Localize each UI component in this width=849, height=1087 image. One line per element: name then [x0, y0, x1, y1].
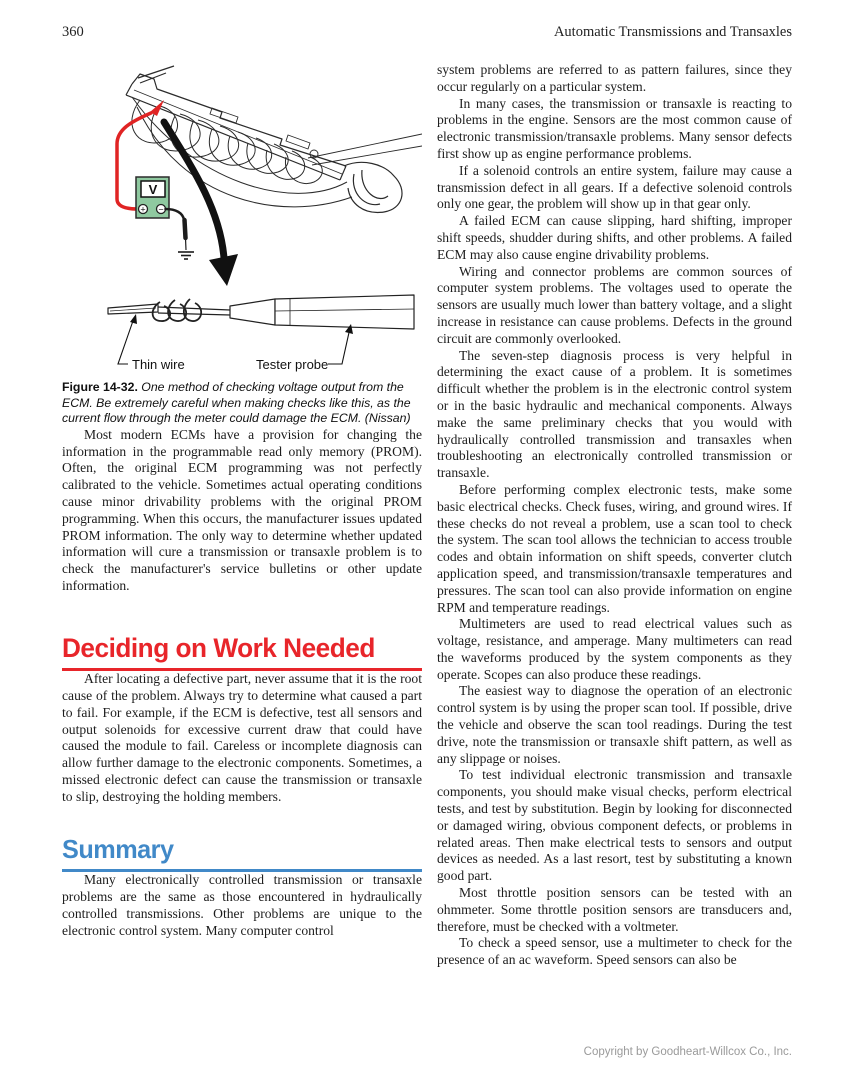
figure-caption: [62, 380, 422, 427]
paragraph-deciding: After locating a defective part, never assume that it is the root cause of the problem. Always try to determine what caused a part to fail. For example, if the ECM is defective, test all sensors and output solenoids for excessive current draw that could have caused the module to fail. Careless or incomplete diagnosis can allow further damage to the electronic components. Sometimes, a missed electronic defect can cause the transmission or transaxle to slip, destroying the holding members.: [62, 671, 422, 804]
minus-terminal-label: −: [158, 204, 164, 215]
black-ground-lead: [166, 209, 195, 259]
tester-probe-label: Tester probe: [256, 357, 329, 372]
figure-caption-text: One method of checking voltage output from the ECM. Be extremely careful when making checks like this, as the current flow through the meter could damage the ECM. (Nissan): [62, 380, 411, 426]
figure-caption-lead: Figure 14-32.: [62, 380, 138, 394]
page-header: [62, 24, 792, 41]
thin-wire-label: Thin wire: [132, 357, 185, 372]
running-head: Automatic Transmissions and Transaxles: [553, 24, 792, 40]
section-heading-summary: Summary: [62, 833, 174, 864]
thin-wire-drawing: [108, 299, 230, 321]
ground-symbol: [178, 252, 194, 259]
paragraph: A failed ECM can cause slipping, hard shifting, improper shift speeds, shudder during shifts, and other problems. A failed ECM may also cause engine drivability problems.: [437, 213, 792, 262]
paragraph: In many cases, the transmission or transaxle is reacting to problems in the engine. Sensors are the most common cause of electronic transmission/transaxle problems. Many sensor defects first show up as engine performance problems.: [437, 95, 792, 161]
tester-probe-drawing: [230, 295, 414, 329]
harness-drawing: [126, 66, 422, 212]
paragraph: Wiring and connector problems are common sources of computer system problems. The voltages used to operate the sensors are usually much lower than battery voltage, and a slight increase in resistance can cause problems. Defects in the ground circuit are commonly overlooked.: [437, 263, 792, 346]
voltmeter: [136, 177, 169, 218]
paragraph: If a solenoid controls an entire system, failure may cause a transmission defect in all gears. If a defective solenoid controls only one gear, the problem will show up in that gear only.: [437, 162, 792, 212]
page-number: 360: [62, 24, 84, 40]
section-heading-deciding: Deciding on Work Needed: [62, 632, 375, 663]
paragraph: The seven-step diagnosis process is very helpful in determining the exact cause of a problem. It is sometimes difficult whether the problem is in the electronic control system or in the basic hydraulic and mechanical components. Always make the same preliminary checks that you would with hydraulically controlled transmission and transaxles when troubleshooting an electronically controlled transmission or transaxle.: [437, 347, 792, 481]
figure-svg: [62, 62, 422, 374]
paragraph: Most throttle position sensors can be tested with an ohmmeter. Some throttle position sensors are transducers and, therefore, must be checked with a voltmeter.: [437, 885, 792, 934]
left-column: [62, 62, 422, 939]
copyright-notice: Copyright by Goodheart-Willcox Co., Inc.: [583, 1046, 792, 1058]
voltmeter-display-label: V: [148, 182, 158, 197]
paragraph: Before performing complex electronic tests, make some basic electrical checks. Check fuses, wiring, and ground wires. If these checks do not reveal a problem, use a scan tool to check the system. The scan tool allows the technician to access trouble codes and obtain information on shift speeds, converter clutch application speed, and transmission/transaxle temperatures and pressures. The scan tool can also provide information on engine RPM and temperature readings.: [437, 481, 792, 615]
paragraph-summary: Many electronically controlled transmission or transaxle problems are the same as those encountered in hydraulically controlled transmissions. Other problems are unique to the electronic control system. Many computer control: [62, 872, 422, 938]
paragraph: system problems are referred to as pattern failures, since they occur regularly on a particular system.: [437, 62, 792, 94]
paragraph-prom: Most modern ECMs have a provision for changing the information in the programmable read only memory (PROM). Often, the original ECM programming was not perfectly calibrated to the vehicle. Sometimes actual operating conditions cause minor drivability problems with the original PROM programming. When this occurs, the manufacturer issues updated PROM information. The only way to determine whether updated information will cure a transmission or transaxle problem is to check the manufacturer's service bulletins or other update information.: [62, 426, 422, 593]
paragraph: The easiest way to diagnose the operation of an electronic control system is by using the proper scan tool. If possible, drive the vehicle and observe the scan tool readings. During the test drive, note the transmission or transaxle shift pattern, as well as any slippage or noises.: [437, 683, 792, 766]
paragraph: To check a speed sensor, use a multimeter to check for the presence of an ac waveform. Speed sensors can also be: [437, 935, 792, 968]
paragraph: To test individual electronic transmission and transaxle components, you should make visual checks, perform electrical tests, and test by substitution. Begin by looking for disconnected or damaged wiring, obvious component defects, or problems in related areas. Then make electrical tests to sensors and output devices as needed. As a last resort, test by substituting a known good part.: [437, 767, 792, 884]
right-column: [437, 62, 792, 969]
figure-illustration: [62, 62, 422, 374]
paragraph: Multimeters are used to read electrical values such as voltage, resistance, and amperage. Many multimeters can read the waveforms produced by the system components as they operate. Scopes can also produce these readings.: [437, 616, 792, 682]
plus-terminal-label: +: [140, 204, 146, 215]
